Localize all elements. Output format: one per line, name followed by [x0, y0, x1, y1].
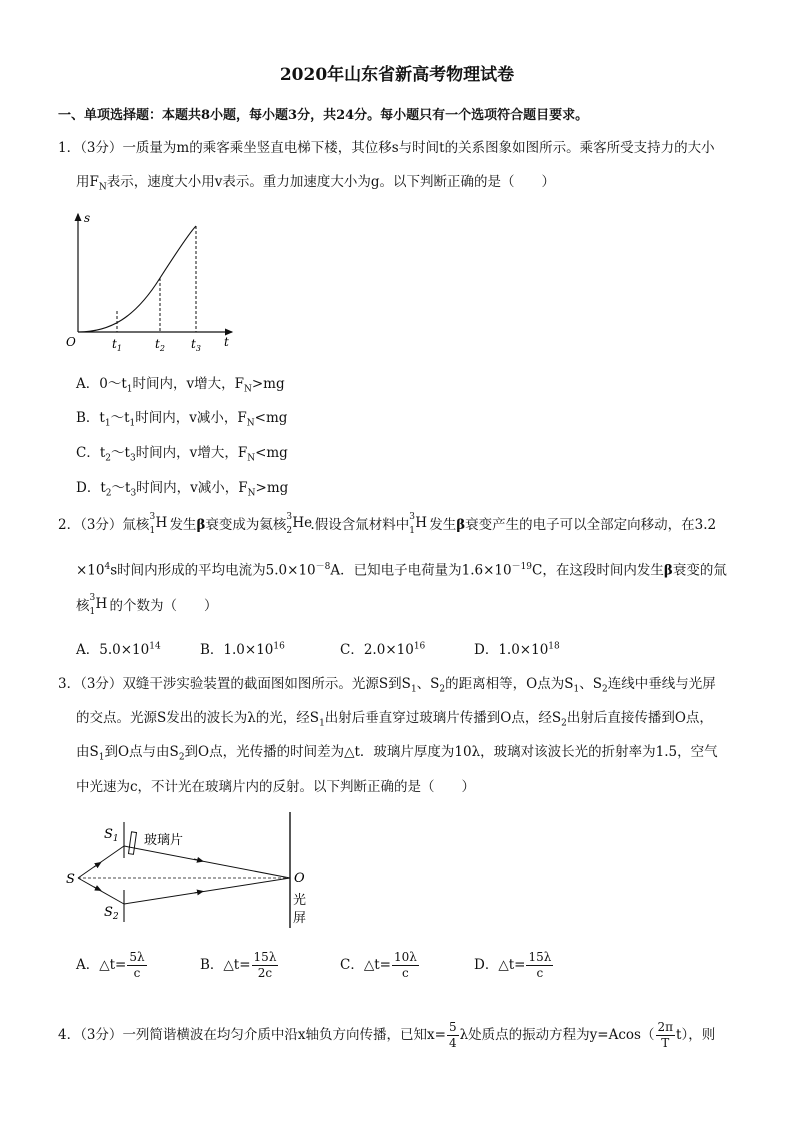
q2-line1: 2．（3分）氚核 3 1 H 发生β衰变成为氦核 3 2 He .假设含氚材料中 3 1 H 发生β衰变产生的电子可以全部定向移动，在3.2 [58, 512, 717, 536]
nuclide-h3: 3 1 H [149, 512, 168, 536]
q4-line1: 4．（3分）一列简谐横波在均匀介质中沿x轴负方向传播，已知x= $\frac{5}{4}$ λ处质点的振动方程为y=Acos（ $\frac{2\pi}{T}$ t），则 [58, 1020, 716, 1050]
q1-option-b[interactable]: B．$t_1\sim t_1$时间内，v减小，$F_N<mg$ [76, 410, 288, 429]
q3-label-s: S [66, 872, 75, 887]
q3-label-o: O [294, 871, 305, 886]
q2-option-c[interactable]: C．$2.0\times 10^{16}$ [340, 641, 426, 658]
paper-title: 2020年山东省新高考物理试卷 [279, 65, 515, 85]
q1-line2 [76, 172, 555, 198]
q3-glass-slab [128, 832, 136, 854]
q1-curve [78, 226, 196, 332]
q2-line2: $\times 10^4s$时间内形成的平均电流为$5.0\times 10^{-8}A$．已知电子电荷量为$1.6\times 10^{-19}C$，在这段时间内发生β衰变的氚 [76, 562, 727, 579]
q1-t3-label: $t_3$ [191, 337, 201, 353]
q1-t1-label: $t_1$ [112, 337, 122, 353]
q2-option-a[interactable]: A．$5.0\times 10^{14}$ [76, 641, 161, 658]
q1-score: （3分） [80, 140, 123, 156]
q3-label-s2: $S_2$ [104, 905, 119, 922]
q3-label-s1: $S_1$ [104, 827, 119, 844]
q3-label-screen2: 屏 [293, 911, 307, 926]
q1-t2-label: $t_2$ [155, 337, 165, 353]
q1-option-d[interactable]: D．$t_2\sim t_3$时间内，v减小，$F_N>mg$ [76, 480, 289, 499]
section-heading: 一、单项选择题：本题共8小题，每小题3分，共24分。每小题只有一个选项符合题目要求。 [58, 108, 589, 123]
nuclide-he3: 3 2 He [286, 512, 313, 536]
q1-number: 1． [58, 140, 81, 156]
nuclide-h3-3: 3 1 H [89, 593, 108, 617]
q1-s-t-graph [60, 208, 240, 354]
q3-line2: 的交点。光源S发出的波长为λ的光，经$S_1$出射后垂直穿过玻璃片传播到O点，经$S_2$出射后直接传播到O点， [76, 710, 713, 729]
q3-ray-s2-o [124, 878, 290, 904]
q3-ray-s-s2 [78, 878, 124, 904]
q1-option-a[interactable]: A．$0\sim t_1$时间内，v增大，$F_N>mg$ [76, 376, 285, 395]
q3-line1: 3．（3分）双缝干涉实验装置的截面图如图所示。光源S到$S_1$、$S_2$的距离相等，O点为$S_1$、$S_2$连线中垂线与光屏 [58, 676, 716, 695]
q1-t-label: t [224, 335, 229, 349]
q2-option-b[interactable]: B．$1.0\times 10^{16}$ [200, 641, 285, 658]
q1-option-c[interactable]: C．$t_2\sim t_3$时间内，v增大，$F_N<mg$ [76, 445, 288, 464]
q1-s-label: s [84, 211, 91, 225]
q3-option-b[interactable]: B．△t= $\frac{15\lambda}{2c}$ [200, 950, 277, 980]
q3-line4: 中光速为c，不计光在玻璃片内的反射。以下判断正确的是（ ） [76, 779, 476, 795]
q1-text-line1: 一质量为m的乘客乘坐竖直电梯下楼，其位移s与时间t的关系图象如图所示。乘客所受支持力的大小 [122, 140, 715, 156]
q1-origin-label: O [66, 335, 76, 349]
q3-line3: 由$S_1$到O点与由$S_2$到O点，光传播的时间差为△t．玻璃片厚度为10λ，玻璃对该波长光的折射率为1.5，空气 [76, 744, 718, 763]
q1-text-line2: 表示，速度大小用v表示。重力加速度大小为g。以下判断正确的是（ ） [106, 174, 556, 190]
q3-double-slit-diagram [64, 810, 324, 930]
nuclide-h3-2: 3 1 H [409, 512, 427, 536]
q3-option-a[interactable]: A．△t= $\frac{5\lambda}{c}$ [76, 950, 145, 980]
q3-label-screen1: 光 [293, 893, 307, 908]
q1-line1 [58, 138, 715, 158]
q2-option-d[interactable]: D．$1.0\times 10^{18}$ [474, 641, 560, 658]
q3-label-glass: 玻璃片 [144, 833, 184, 848]
q3-ray-s1-o [124, 846, 290, 878]
q2-line3: 核 3 1 H 的个数为（ ） [76, 593, 218, 617]
q3-option-d[interactable]: D．△t= $\frac{15\lambda}{c}$ [474, 950, 552, 980]
q3-ray-s-s1 [78, 846, 124, 878]
q1-fn-symbol: 用F [76, 174, 99, 190]
q1-fn-sub: N [98, 182, 107, 193]
q3-option-c[interactable]: C．△t= $\frac{10\lambda}{c}$ [340, 950, 417, 980]
